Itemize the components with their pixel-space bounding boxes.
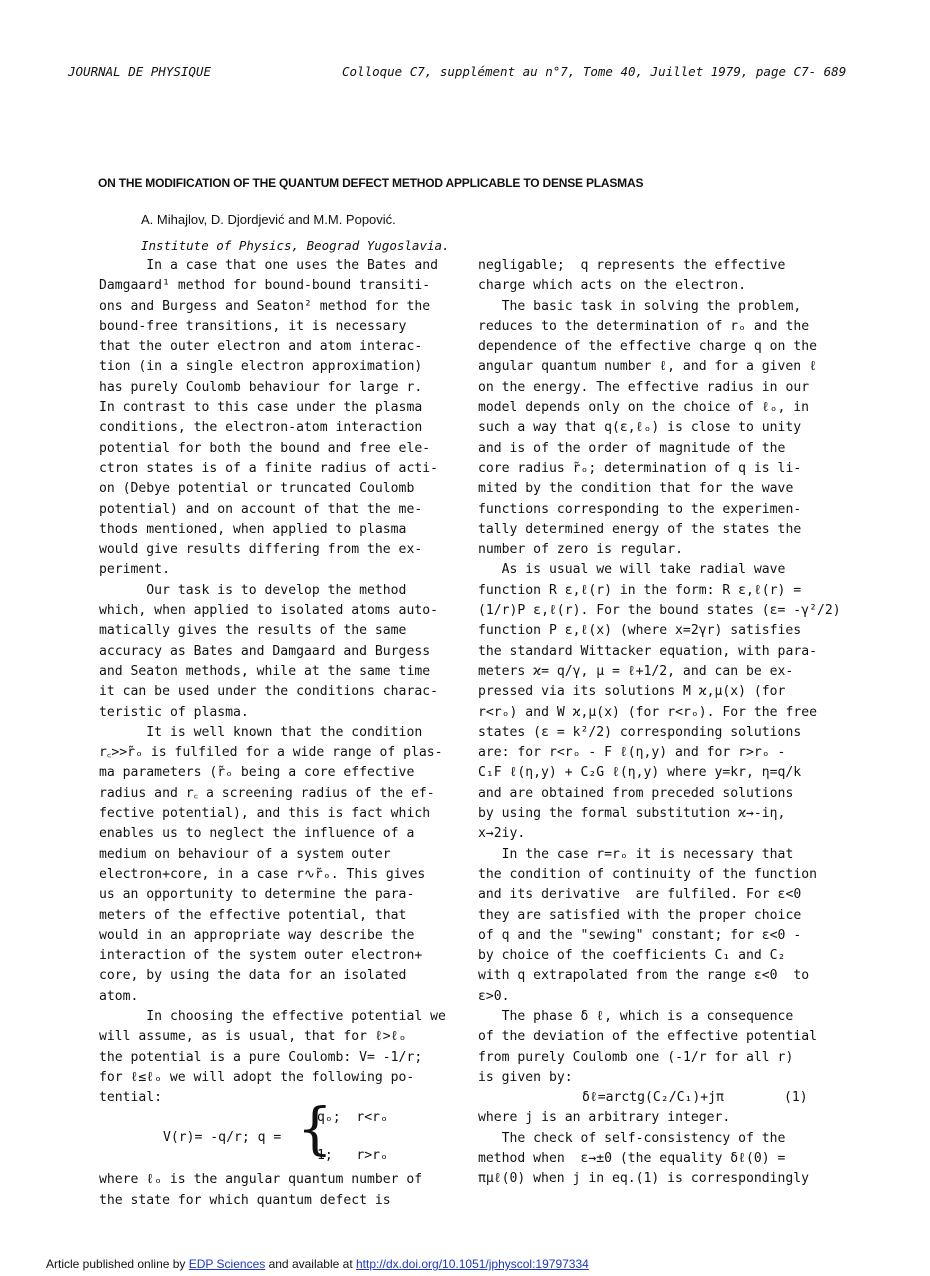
- text-line: would in an appropriate way describe the: [99, 927, 415, 943]
- text-line: electron+core, in a case r∿r̃ₒ. This gives: [99, 866, 426, 882]
- text-line: The phase δ ℓ, which is a consequence: [478, 1008, 794, 1024]
- publication-footer: [46, 1257, 589, 1271]
- left-column-text-end: [99, 1170, 457, 1211]
- left-column-text: [99, 256, 457, 1108]
- text-line: and its derivative are fulfiled. For ε<0: [478, 887, 802, 903]
- colloque-citation: Colloque C7, supplément au n°7, Tome 40, Juillet 1979, page C7- 689: [342, 64, 847, 79]
- text-line: by using the formal substitution ϰ→-iη,: [478, 806, 786, 822]
- text-line: it can be used under the conditions charac-: [99, 684, 438, 700]
- text-line: they are satisfied with the proper choice: [478, 907, 802, 923]
- text-line: ons and Burgess and Seaton² method for the: [99, 298, 431, 314]
- text-line: where ℓₒ is the angular quantum number of: [99, 1172, 423, 1188]
- text-line: Our task is to develop the method: [99, 582, 407, 598]
- text-line: atom.: [99, 988, 139, 1004]
- text-line: ma parameters (r̃ₒ being a core effective: [99, 765, 415, 781]
- text-line: bound-free transitions, it is necessary: [99, 318, 407, 334]
- text-line: matically gives the results of the same: [99, 623, 407, 639]
- text-line: core, by using the data for an isolated: [99, 968, 407, 984]
- text-line: enables us to neglect the influence of a: [99, 826, 415, 842]
- text-line: meters of the effective potential, that: [99, 907, 407, 923]
- text-line: potential) and on account of that the me-: [99, 501, 423, 517]
- text-line: (1/r)P ε,ℓ(r). For the bound states (ε= -γ²/2): [478, 603, 841, 619]
- equation-case-2: 1; r>rₒ: [317, 1148, 388, 1164]
- text-line: which, when applied to isolated atoms auto-: [99, 603, 438, 619]
- text-line: by choice of the coefficients C₁ and C₂: [478, 948, 786, 964]
- text-line: C₁F ℓ(η,y) + C₂G ℓ(η,y) where y=kr, η=q/k: [478, 765, 802, 781]
- equation-lhs: V(r)= -q/r; q =: [163, 1130, 282, 1146]
- text-line: meters ϰ= q/γ, μ = ℓ+1/2, and can be ex-: [478, 663, 794, 679]
- text-line: states (ε = k²/2) corresponding solutions: [478, 724, 802, 740]
- text-line: of q and the "sewing" constant; for ε<0 -: [478, 927, 802, 943]
- text-line: with q extrapolated from the range ε<0 to: [478, 968, 810, 984]
- right-column-text: [478, 256, 841, 1088]
- footer-middle: and available at: [265, 1257, 356, 1271]
- text-line: function P ε,ℓ(x) (where x=2γr) satisfies: [478, 623, 802, 639]
- text-line: has purely Coulomb behaviour for large r.: [99, 379, 423, 395]
- paper-title: ON THE MODIFICATION OF THE QUANTUM DEFECT METHOD APPLICABLE TO DENSE PLASMAS: [98, 176, 644, 190]
- text-line: the potential is a pure Coulomb: V= -1/r;: [99, 1049, 423, 1065]
- text-line: where j is an arbitrary integer.: [478, 1110, 731, 1126]
- footer-prefix: Article published online by: [46, 1257, 189, 1271]
- equation-number: (1): [784, 1090, 808, 1106]
- text-line: negligable; q represents the effective: [478, 258, 786, 273]
- text-line: periment.: [99, 562, 170, 578]
- authors: A. Mihajlov, D. Djordjević and M.M. Popović.: [141, 212, 396, 227]
- text-line: and are obtained from preceded solutions: [478, 785, 794, 801]
- text-line: interaction of the system outer electron+: [99, 948, 423, 964]
- text-line: will assume, as is usual, that for ℓ>ℓₒ: [99, 1029, 407, 1045]
- text-line: In the case r=rₒ it is necessary that: [478, 846, 794, 862]
- brace-symbol: {: [297, 1097, 333, 1163]
- phase-equation: [478, 1088, 838, 1108]
- text-line: ε>0.: [478, 988, 510, 1004]
- text-line: ctron states is of a finite radius of acti-: [99, 460, 438, 476]
- text-line: from purely Coulomb one (-1/r for all r): [478, 1049, 794, 1065]
- text-line: on the energy. The effective radius in our: [478, 379, 810, 395]
- text-line: tion (in a single electron approximation): [99, 359, 423, 375]
- text-line: functions corresponding to the experimen-: [478, 501, 802, 517]
- text-line: for ℓ≤ℓₒ we will adopt the following po-: [99, 1069, 415, 1085]
- text-line: accuracy as Bates and Damgaard and Burgess: [99, 643, 431, 659]
- equation-case-1: qₒ; r<rₒ: [317, 1110, 388, 1126]
- text-line: x→2iy.: [478, 826, 526, 842]
- text-line: Damgaard¹ method for bound-bound transiti-: [99, 278, 431, 294]
- text-line: us an opportunity to determine the para-: [99, 887, 415, 903]
- text-line: In contrast to this case under the plasma: [99, 400, 423, 416]
- text-line: function R ε,ℓ(r) in the form: R ε,ℓ(r) =: [478, 582, 802, 598]
- text-line: tally determined energy of the states the: [478, 521, 802, 537]
- right-column: [478, 256, 841, 1190]
- text-line: the standard Wittacker equation, with para-: [478, 643, 817, 659]
- text-line: the state for which quantum defect is: [99, 1192, 391, 1208]
- text-line: model depends only on the choice of ℓₒ, in: [478, 400, 810, 416]
- text-line: r꜀>>r̃ₒ is fulfiled for a wide range of plas-: [99, 745, 443, 761]
- text-line: medium on behaviour of a system outer: [99, 846, 391, 862]
- affiliation: Institute of Physics, Beograd Yugoslavia.: [141, 238, 450, 253]
- text-line: reduces to the determination of rₒ and the: [478, 318, 810, 334]
- text-line: thods mentioned, when applied to plasma: [99, 521, 407, 537]
- text-line: that the outer electron and atom interac-: [99, 339, 423, 355]
- text-line: are: for r<rₒ - F ℓ(η,y) and for r>rₒ -: [478, 745, 786, 761]
- text-line: on (Debye potential or truncated Coulomb: [99, 481, 415, 497]
- text-line: mited by the condition that for the wave: [478, 481, 794, 497]
- publisher-link[interactable]: EDP Sciences: [188, 1257, 266, 1271]
- text-line: and is of the order of magnitude of the: [478, 440, 786, 456]
- text-line: number of zero is regular.: [478, 542, 683, 558]
- text-line: is given by:: [478, 1069, 573, 1085]
- text-line: teristic of plasma.: [99, 704, 249, 720]
- right-column-text-end: [478, 1108, 838, 1189]
- text-line: core radius r̃ₒ; determination of q is li-: [478, 460, 802, 476]
- text-line: In a case that one uses the Bates and: [99, 258, 438, 273]
- text-line: In choosing the effective potential we: [99, 1008, 446, 1024]
- text-line: and Seaton methods, while at the same time: [99, 663, 431, 679]
- text-line: The basic task in solving the problem,: [478, 298, 802, 314]
- text-line: pressed via its solutions M ϰ,μ(x) (for: [478, 684, 786, 700]
- doi-link[interactable]: http://dx.doi.org/10.1051/jphyscol:19797334: [355, 1257, 589, 1271]
- text-line: r<rₒ) and W ϰ,μ(x) (for r<rₒ). For the free: [478, 704, 817, 720]
- text-line: πμℓ(0) when j in eq.(1) is correspondingly: [478, 1171, 810, 1187]
- phase-equation-formula: δℓ=arctg(C₂/C₁)+jπ: [582, 1090, 724, 1106]
- text-line: such a way that q(ε,ℓₒ) is close to unity: [478, 420, 802, 436]
- left-column: [99, 256, 457, 1211]
- text-line: the condition of continuity of the function: [478, 866, 817, 882]
- text-line: of the deviation of the effective potential: [478, 1029, 817, 1045]
- text-line: radius and r꜀ a screening radius of the ef-: [99, 785, 435, 801]
- text-line: would give results differing from the ex-: [99, 542, 423, 558]
- text-line: conditions, the electron-atom interaction: [99, 420, 423, 436]
- text-line: angular quantum number ℓ, and for a given ℓ: [478, 359, 817, 375]
- text-line: The check of self-consistency of the: [478, 1130, 786, 1146]
- text-line: dependence of the effective charge q on the: [478, 339, 817, 355]
- text-line: tential:: [99, 1090, 163, 1106]
- text-line: charge which acts on the electron.: [478, 278, 747, 294]
- journal-name: JOURNAL DE PHYSIQUE: [68, 64, 211, 79]
- text-line: method when ε→±0 (the equality δℓ(0) =: [478, 1151, 786, 1167]
- text-line: As is usual we will take radial wave: [478, 562, 786, 578]
- text-line: potential for both the bound and free ele-: [99, 440, 431, 456]
- text-line: fective potential), and this is fact which: [99, 806, 431, 822]
- text-line: It is well known that the condition: [99, 724, 423, 740]
